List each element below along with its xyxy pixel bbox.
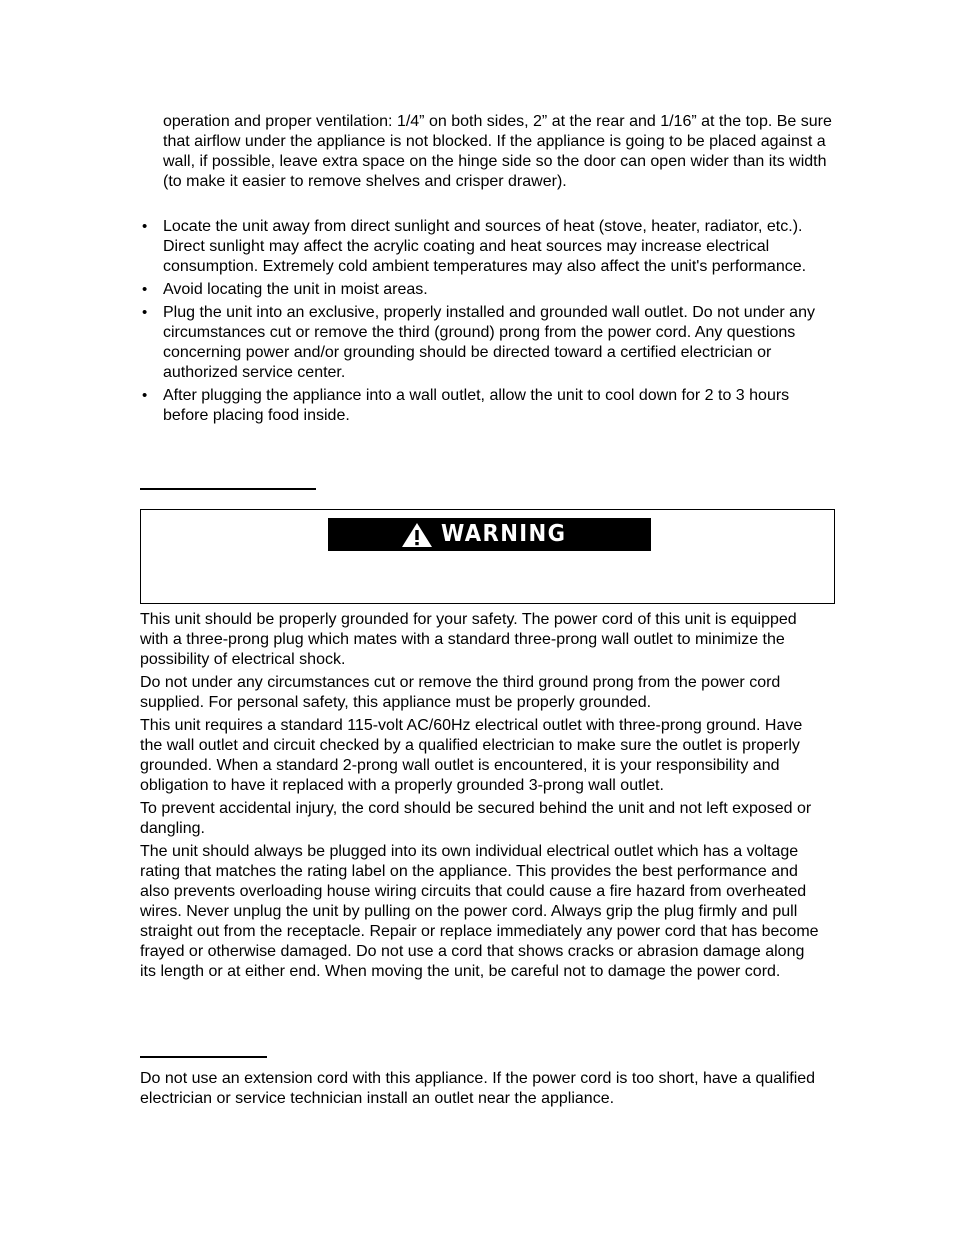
- bullet-symbol: •: [142, 218, 148, 235]
- electrical-paragraph: The unit should always be plugged into its own individual electrical outlet which has a voltage rating that matches the rating label on the appliance. This provides the best performance and also prevents overloading house wiring circuits that could cause a fire hazard from overheated wires. Never unplug the unit by pulling on the power cord. Always grip the plug firmly and pull straight out from the receptacle. Repair or replace immediately any power cord that has become frayed or otherwise damaged. Do not use a cord that shows cracks or abrasion damage along its length or at either end. When moving the unit, be careful not to damage the power cord.: [140, 843, 819, 980]
- list-item: [140, 303, 830, 383]
- electrical-paragraph: Do not under any circumstances cut or remove the third ground prong from the power cord supplied. For personal safety, this appliance must be properly grounded.: [140, 674, 781, 711]
- extension-cord-text: Do not use an extension cord with this appliance. If the power cord is too short, have a qualified electrician or service technician install an outlet near the appliance.: [140, 1070, 816, 1107]
- bullet-symbol: •: [142, 387, 148, 404]
- bullet-symbol: •: [142, 281, 148, 298]
- bullet-text: Locate the unit away from direct sunlight and sources of heat (stove, heater, radiator, etc.). Direct sunlight may affect the acrylic coating and heat sources may increase electrical consumption. Extremely cold ambient temperatures may also affect the unit's performance.: [163, 218, 807, 275]
- warning-label-text: WARNING: [441, 521, 567, 547]
- electrical-paragraph: This unit should be properly grounded for your safety. The power cord of this unit is equipped with a three-prong plug which mates with a standard three-prong wall outlet to minimize the possibility of electrical shock.: [140, 611, 797, 668]
- warning-triangle-icon: [401, 522, 433, 548]
- electrical-section: [140, 610, 820, 985]
- bullet-text: Plug the unit into an exclusive, properly installed and grounded wall outlet. Do not under any circumstances cut or remove the third (ground) prong from the power cord. Any questions concerning power and/or grounding should be directed toward a certified electrician or authorized service center.: [163, 304, 815, 381]
- electrical-paragraph: To prevent accidental injury, the cord should be secured behind the unit and not left exposed or dangling.: [140, 800, 812, 837]
- electrical-paragraph: This unit requires a standard 115-volt AC/60Hz electrical outlet with three-prong ground. Have the wall outlet and circuit checked by a qualified electrician to make sure the outlet is properly grounded. When a standard 2-prong wall outlet is encountered, it is your responsibility and obligation to have it replaced with a properly grounded 3-prong wall outlet.: [140, 717, 803, 794]
- installation-continued-text: operation and proper ventilation: 1/4” on both sides, 2” at the rear and 1/16” at the top. Be sure that airflow under the appliance is not blocked. If the appliance is going to be placed against a wall, if possible, leave extra space on the hinge side so the door can open wider than its width (to make it easier to remove shelves and crisper drawer).: [163, 113, 832, 190]
- bullet-text: After plugging the appliance into a wall outlet, allow the unit to cool down for 2 to 3 hours before placing food inside.: [163, 387, 790, 424]
- bullet-symbol: •: [142, 304, 148, 321]
- warning-label: [328, 518, 651, 551]
- list-item: [140, 386, 830, 426]
- installation-bullet-list: [140, 217, 830, 429]
- bullet-text: Avoid locating the unit in moist areas.: [163, 281, 428, 298]
- list-item: [140, 280, 830, 300]
- section-heading-underline: [140, 1056, 267, 1058]
- section-heading-underline: [140, 488, 316, 490]
- list-item: [140, 217, 830, 277]
